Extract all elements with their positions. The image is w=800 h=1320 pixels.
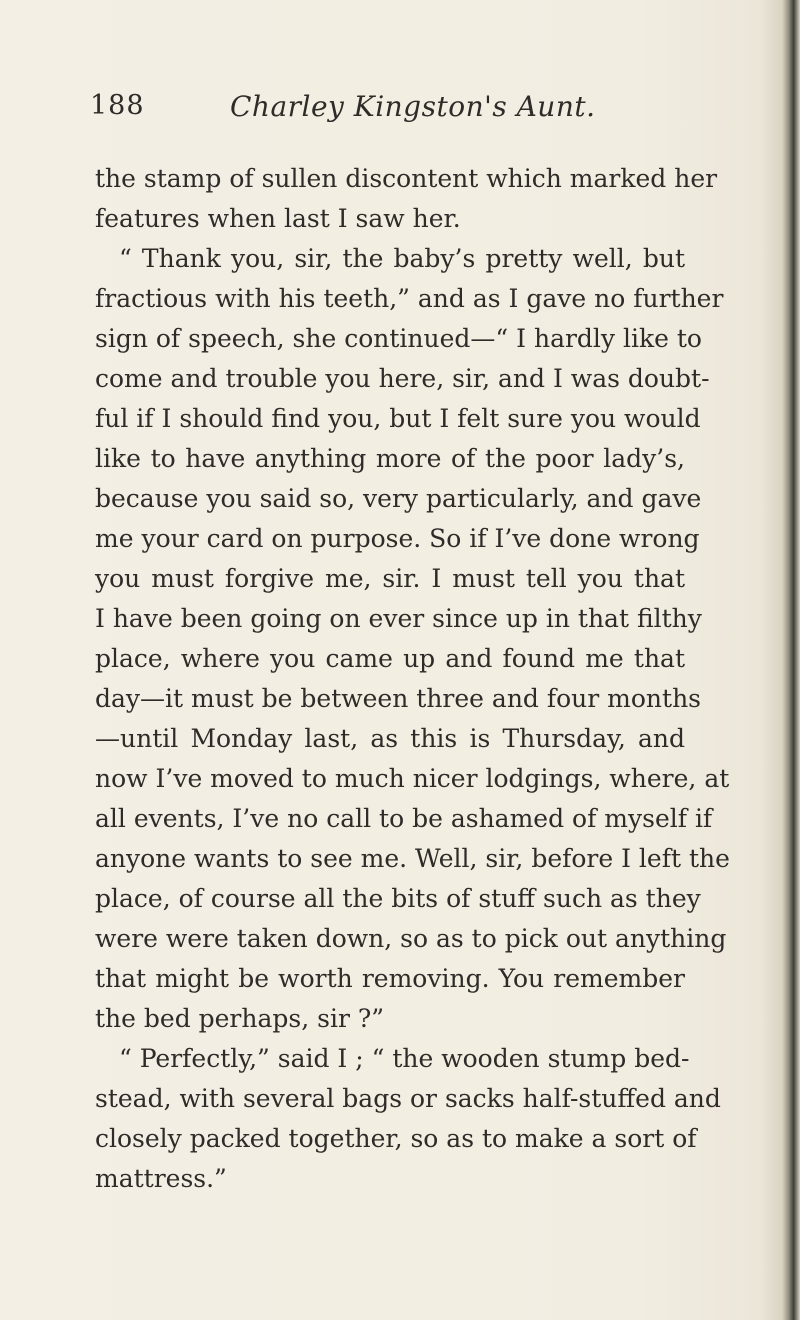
text-line: the stamp of sullen discontent which marked her xyxy=(95,164,718,193)
body-text xyxy=(95,159,730,1199)
running-title: Charley Kingston's Aunt. xyxy=(230,90,596,123)
text-line: mattress.” xyxy=(95,1164,227,1193)
text-line: were were taken down, so as to pick out anything xyxy=(95,924,727,953)
text-line: place, of course all the bits of stuff such as they xyxy=(95,884,701,913)
text-line: anyone wants to see me. Well, sir, before I left the xyxy=(95,844,730,873)
text-line: I have been going on ever since up in that filthy xyxy=(95,604,702,633)
page-header xyxy=(90,90,710,130)
text-line: you must forgive me, sir. I must tell you that xyxy=(95,564,685,593)
page-number: 188 xyxy=(90,90,145,121)
text-line: that might be worth removing. You remember xyxy=(95,964,685,993)
text-line: now I’ve moved to much nicer lodgings, where, at xyxy=(95,764,730,793)
text-line: fractious with his teeth,” and as I gave no further xyxy=(95,284,724,313)
text-line: features when last I saw her. xyxy=(95,204,461,233)
text-line: sign of speech, she continued—“ I hardly like to xyxy=(95,324,702,353)
page-binding-edge xyxy=(782,0,800,1320)
text-line: come and trouble you here, sir, and I was doubt- xyxy=(95,364,710,393)
text-line: all events, I’ve no call to be ashamed of myself if xyxy=(95,804,713,833)
text-line: me your card on purpose. So if I’ve done wrong xyxy=(95,524,700,553)
text-line: because you said so, very particularly, and gave xyxy=(95,484,702,513)
text-line: the bed perhaps, sir ?” xyxy=(95,1004,385,1033)
text-line: —until Monday last, as this is Thursday, and xyxy=(95,724,685,753)
text-line: closely packed together, so as to make a sort of xyxy=(95,1124,697,1153)
text-line: day—it must be between three and four months xyxy=(95,684,702,713)
text-line: ful if I should find you, but I felt sure you would xyxy=(95,404,701,433)
text-line: like to have anything more of the poor lady’s, xyxy=(95,444,685,473)
text-line: place, where you came up and found me that xyxy=(95,644,685,673)
text-line: “ Thank you, sir, the baby’s pretty well, but xyxy=(119,244,685,273)
text-line: “ Perfectly,” said I ; “ the wooden stump bed- xyxy=(119,1044,690,1073)
text-line: stead, with several bags or sacks half-stuffed and xyxy=(95,1084,721,1113)
